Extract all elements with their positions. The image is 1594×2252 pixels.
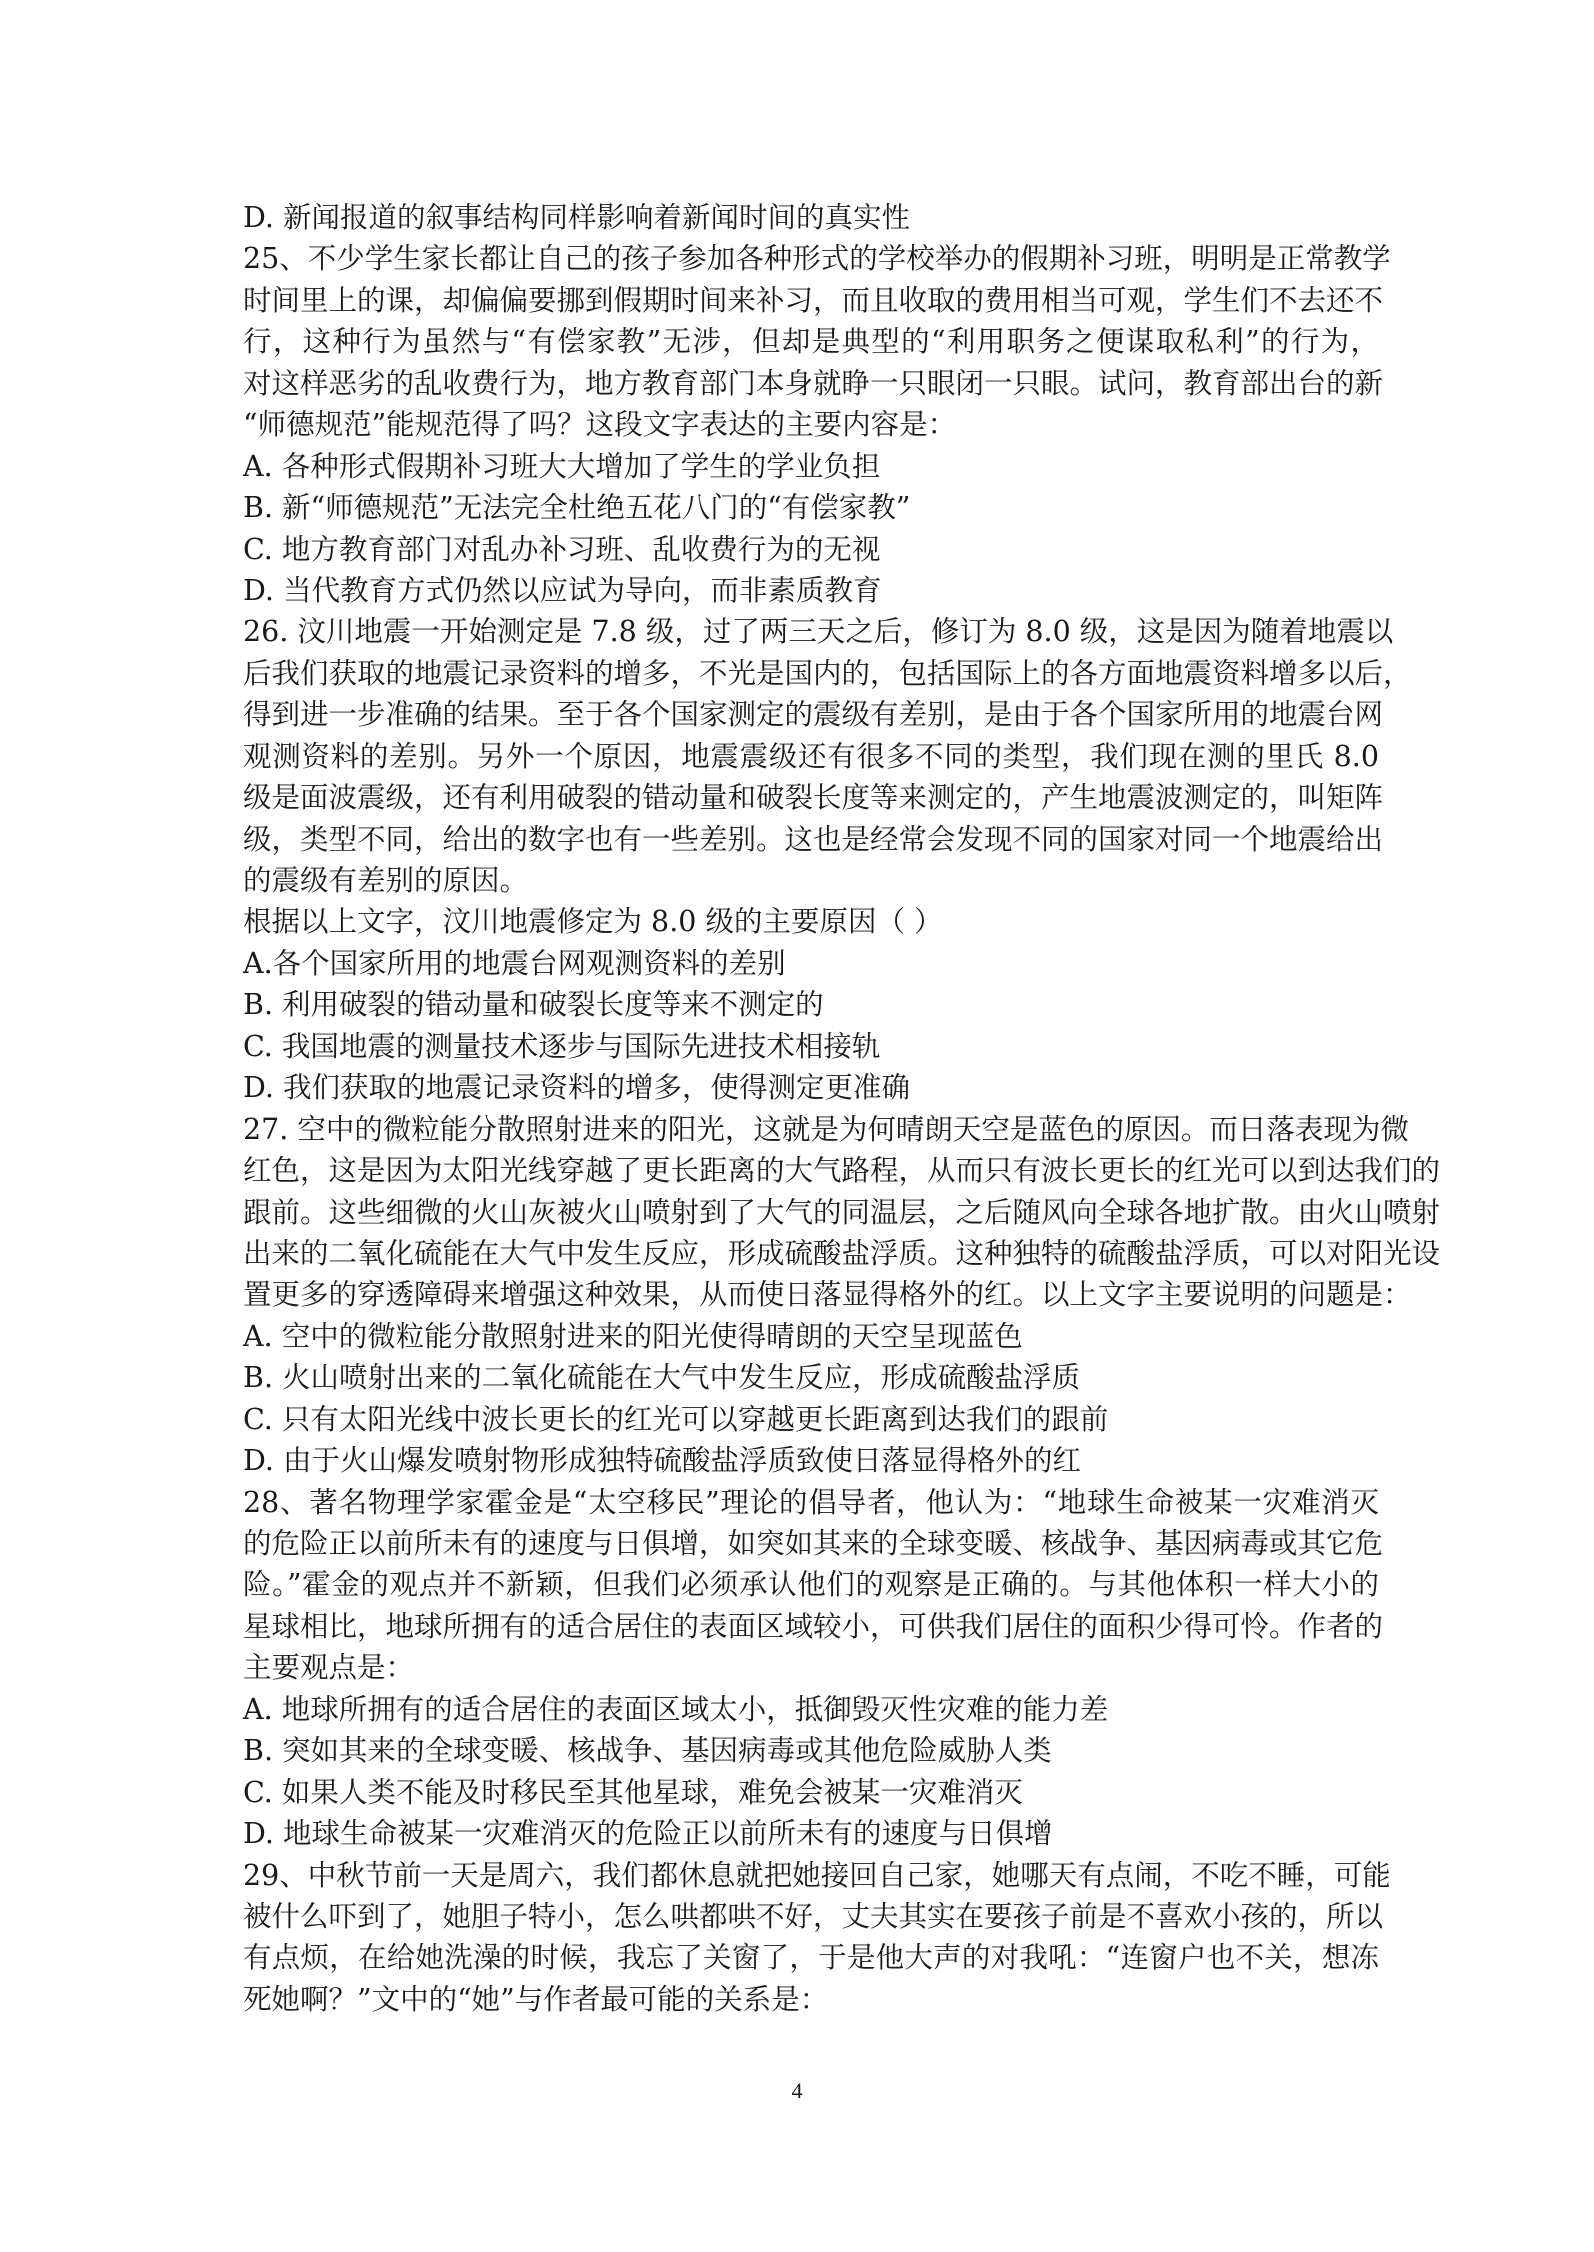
question-25-stem-line: 时间里上的课，却偏偏要挪到假期时间来补习，而且收取的费用相当可观，学生们不去还不 xyxy=(243,283,1384,317)
question-26-stem-line: 根据以上文字，汶川地震修定为 8.0 级的主要原因（ ） xyxy=(243,905,943,939)
question-27-stem-line: 置更多的穿透障碍来增强这种效果，从而使日落显得格外的红。以上文字主要说明的问题是： xyxy=(243,1278,1412,1312)
question-28-option: C. 如果人类不能及时移民至其他星球，难免会被某一灾难消灭 xyxy=(243,1775,1023,1809)
question-27-option: B. 火山喷射出来的二氧化硫能在大气中发生反应，形成硫酸盐浮质 xyxy=(243,1361,1081,1395)
question-27-stem-line: 红色，这是因为太阳光线穿越了更长距离的大气路程，从而只有波长更长的红光可以到达我们的 xyxy=(243,1154,1441,1188)
question-28-stem-line: 险。”霍金的观点并不新颖，但我们必须承认他们的观察是正确的。与其他体积一样大小的 xyxy=(243,1568,1379,1602)
question-26-stem-line: 得到进一步准确的结果。至于各个国家测定的震级有差别，是由于各个国家所用的地震台网 xyxy=(243,698,1384,732)
question-27-stem-line: 27. 空中的微粒能分散照射进来的阳光，这就是为何晴朗天空是蓝色的原因。而日落表现为微 xyxy=(243,1112,1409,1146)
question-25-option: B. 新“师德规范”无法完全杜绝五花八门的“有偿家教” xyxy=(243,491,911,525)
question-27-stem-line: 出来的二氧化硫能在大气中发生反应，形成硫酸盐浮质。这种独特的硫酸盐浮质，可以对阳光设 xyxy=(243,1236,1441,1270)
question-25-stem-line: 对这样恶劣的乱收费行为，地方教育部门本身就睁一只眼闭一只眼。试问，教育部出台的新 xyxy=(243,366,1384,400)
question-27-option: D. 由于火山爆发喷射物形成独特硫酸盐浮质致使日落显得格外的红 xyxy=(243,1444,1081,1478)
question-25-option: A. 各种形式假期补习班大大增加了学生的学业负担 xyxy=(243,449,881,483)
question-28-stem-line: 主要观点是： xyxy=(243,1651,415,1685)
question-28-stem-line: 星球相比，地球所拥有的适合居住的表面区域较小，可供我们居住的面积少得可怜。作者的 xyxy=(243,1609,1384,1643)
question-26-option: A.各个国家所用的地震台网观测资料的差别 xyxy=(243,946,786,980)
document-body xyxy=(243,197,1441,2020)
question-26-option: B. 利用破裂的错动量和破裂长度等来不测定的 xyxy=(243,988,824,1022)
question-29-stem-line: 有点烦，在给她洗澡的时候，我忘了关窗了，于是他大声的对我吼：“连窗户也不关，想冻 xyxy=(243,1941,1379,1975)
question-29-stem-line: 死她啊？”文中的“她”与作者最可能的关系是： xyxy=(243,1982,829,2016)
question-26-option: C. 我国地震的测量技术逐步与国际先进技术相接轨 xyxy=(243,1029,881,1063)
question-25-stem-line: “师德规范”能规范得了吗？这段文字表达的主要内容是： xyxy=(243,408,957,442)
question-26-option: D. 我们获取的地震记录资料的增多，使得测定更准确 xyxy=(243,1071,910,1105)
question-28-option: B. 突如其来的全球变暖、核战争、基因病毒或其他危险威胁人类 xyxy=(243,1734,1052,1768)
question-25-stem-line: 25、不少学生家长都让自己的孩子参加各种形式的学校举办的假期补习班，明明是正常教学 xyxy=(243,242,1391,276)
question-29-stem-line: 29、中秋节前一天是周六，我们都休息就把她接回自己家，她哪天有点闹，不吃不睡，可能 xyxy=(243,1858,1391,1892)
question-26-stem-line: 的震级有差别的原因。 xyxy=(243,864,529,897)
question-26-stem-line: 观测资料的差别。另外一个原因，地震震级还有很多不同的类型，我们现在测的里氏 8.0 xyxy=(243,739,1379,773)
question-28-stem-line: 的危险正以前所未有的速度与日俱增，如突如其来的全球变暖、核战争、基因病毒或其它危 xyxy=(243,1527,1384,1560)
question-28-option: A. 地球所拥有的适合居住的表面区域太小，抵御毁灭性灾难的能力差 xyxy=(243,1692,1109,1726)
question-26-stem-line: 级是面波震级，还有利用破裂的错动量和破裂长度等来测定的，产生地震波测定的，叫矩阵 xyxy=(243,781,1384,815)
question-28-option: D. 地球生命被某一灾难消灭的危险正以前所未有的速度与日俱增 xyxy=(243,1817,1053,1851)
question-29-stem-line: 被什么吓到了，她胆子特小，怎么哄都哄不好，丈夫其实在要孩子前是不喜欢小孩的，所以 xyxy=(243,1899,1384,1933)
question-26-stem-line: 26. 汶川地震一开始测定是 7.8 级，过了两三天之后，修订为 8.0 级，这是因为随着地震以 xyxy=(243,615,1394,649)
question-27-option: C. 只有太阳光线中波长更长的红光可以穿越更长距离到达我们的跟前 xyxy=(243,1402,1109,1436)
question-28-stem-line: 28、著名物理学家霍金是“太空移民”理论的倡导者，他认为：“地球生命被某一灾难消灭 xyxy=(243,1485,1379,1519)
question-27-option: A. 空中的微粒能分散照射进来的阳光使得晴朗的天空呈现蓝色 xyxy=(243,1319,1023,1353)
question-25-option: D. 当代教育方式仍然以应试为导向，而非素质教育 xyxy=(243,573,882,607)
question-26-stem-line: 级，类型不同，给出的数字也有一些差别。这也是经常会发现不同的国家对同一个地震给出 xyxy=(243,822,1384,856)
option-line: D. 新闻报道的叙事结构同样影响着新闻时间的真实性 xyxy=(243,201,910,234)
page-number: 4 xyxy=(791,2078,803,2103)
question-25-option: C. 地方教育部门对乱办补习班、乱收费行为的无视 xyxy=(243,532,881,566)
question-26-stem-line: 后我们获取的地震记录资料的增多，不光是国内的，包括国际上的各方面地震资料增多以后， xyxy=(243,656,1412,690)
question-25-stem-line: 行，这种行为虽然与“有偿家教”无涉，但却是典型的“利用职务之便谋取私利”的行为， xyxy=(243,325,1379,359)
question-27-stem-line: 跟前。这些细微的火山灰被火山喷射到了大气的同温层，之后随风向全球各地扩散。由火山喷射 xyxy=(243,1195,1441,1229)
